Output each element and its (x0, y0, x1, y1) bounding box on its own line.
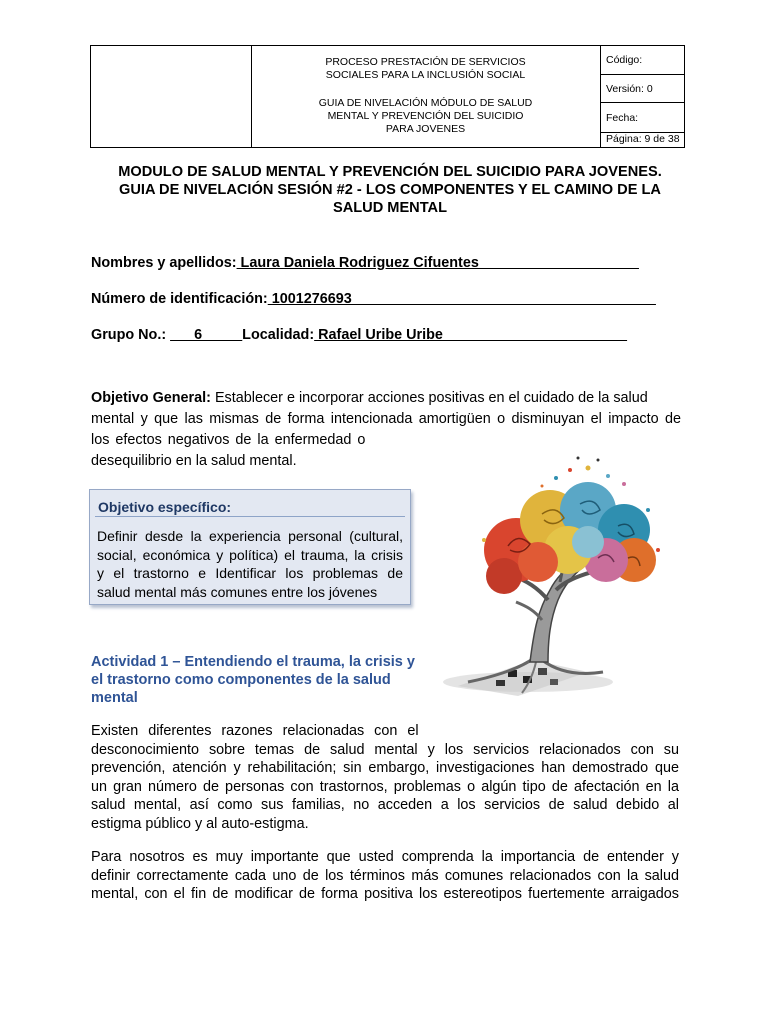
pagina-field: Página: 9 de 38 (606, 133, 680, 145)
para2-line-2: definir correctamente cada uno de los términos más comunes relacionados con la salud (91, 867, 679, 884)
locality-value: Rafael Uribe Uribe_______________________ (314, 327, 627, 343)
box-divider (95, 516, 405, 517)
objetivo-general-line-3: los efectos negativos de la enfermedad o (91, 432, 366, 448)
objetivo-general-line-1: Establecer e incorporar acciones positivas en el cuidado de la salud (210, 390, 648, 406)
objetivo-especifico-line-2: social, económica y política) el trauma, la crisis (97, 546, 403, 563)
version-field: Versión: 0 (600, 75, 684, 103)
codigo-field: Código: (600, 46, 684, 75)
document-header-table (90, 45, 685, 148)
title-line-2: GUIA DE NIVELACIÓN SESIÓN #2 - LOS COMPONENTES Y EL CAMINO DE LA (119, 182, 661, 198)
actividad-line-2: el trastorno como componentes de la salud (91, 672, 391, 688)
objetivo-especifico-line-3: y el trastorno e Identificar los problemas de (97, 565, 403, 581)
id-label: Número de identificación: (91, 291, 268, 307)
header-title-cell (251, 46, 601, 147)
id-field (91, 291, 656, 307)
objetivo-general-line-2: mental y que las mismas de forma intencionada amortigüen o disminuyan el impacto de (91, 411, 681, 427)
objetivo-especifico-line-4: salud mental más comunes entre los jóvenes (97, 583, 378, 600)
title-line-1: MODULO DE SALUD MENTAL Y PREVENCIÓN DEL SUICIDIO PARA JOVENES. (118, 164, 662, 180)
guide-line-2: MENTAL Y PREVENCIÓN DEL SUICIDIO (327, 110, 524, 122)
actividad-1-heading (91, 653, 431, 707)
objetivo-general-label: Objetivo General: (91, 390, 211, 406)
guide-line-1: GUIA DE NIVELACIÓN MÓDULO DE SALUD (318, 97, 533, 109)
name-label: Nombres y apellidos: (91, 255, 237, 271)
title-line-3: SALUD MENTAL (332, 200, 448, 216)
objetivo-especifico-line-1: Definir desde la experiencia personal (cultural, (97, 528, 403, 544)
name-field (91, 255, 639, 271)
actividad-line-3: mental (91, 690, 138, 706)
objetivo-especifico-text (97, 527, 403, 601)
para1-line-5: salud mental, así como sus familias, no acceden a los servicios de salud debido al (91, 797, 679, 813)
para1-line-3: prevención, atención y rehabilitación; sin embargo, investigaciones han demostrado que (91, 760, 679, 776)
objetivo-especifico-box (89, 489, 411, 605)
guide-line-3: PARA JOVENES (385, 123, 466, 135)
para1-line-2: desconocimiento sobre temas de salud mental y los servicios relacionados con su (91, 741, 679, 758)
paragraph-1 (91, 722, 679, 833)
document-title (80, 163, 700, 217)
para2-line-1: Para nosotros es muy importante que usted comprenda la importancia de entender y (91, 849, 679, 865)
id-value: 1001276693______________________________________ (267, 291, 656, 307)
header-meta-cell (600, 46, 684, 147)
process-line-2: SOCIALES PARA LA INCLUSIÓN SOCIAL (325, 69, 526, 81)
name-value: Laura Daniela Rodriguez Cifuentes____________________ (236, 255, 639, 271)
para1-line-6: estigma público y al auto-estigma. (91, 815, 309, 832)
logo-cell (91, 46, 252, 147)
para2-line-3: mental, con el fin de modificar de forma positiva los estereotipos fuertemente arraigados (91, 886, 679, 902)
actividad-line-1: Actividad 1 – Entendiendo el trauma, la crisis y (91, 654, 415, 670)
group-locality-field (91, 327, 627, 343)
group-value: ___6_____ (170, 327, 243, 343)
para1-line-4: un gran número de personas con trastornos, problemas o algún tipo de afectación en la (91, 778, 679, 795)
process-line-1: PROCESO PRESTACIÓN DE SERVICIOS (325, 56, 526, 68)
locality-label: Localidad: (242, 327, 315, 343)
group-label: Grupo No.: (91, 327, 167, 343)
objetivo-especifico-title: Objetivo específico: (98, 499, 232, 515)
objetivo-general-line-4: desequilibrio en la salud mental. (91, 453, 297, 469)
paragraph-2 (91, 848, 679, 904)
para1-line-1: Existen diferentes razones relacionadas con el (91, 723, 419, 739)
tree-brain-illustration (438, 450, 700, 702)
fecha-field: Fecha: (600, 103, 684, 133)
